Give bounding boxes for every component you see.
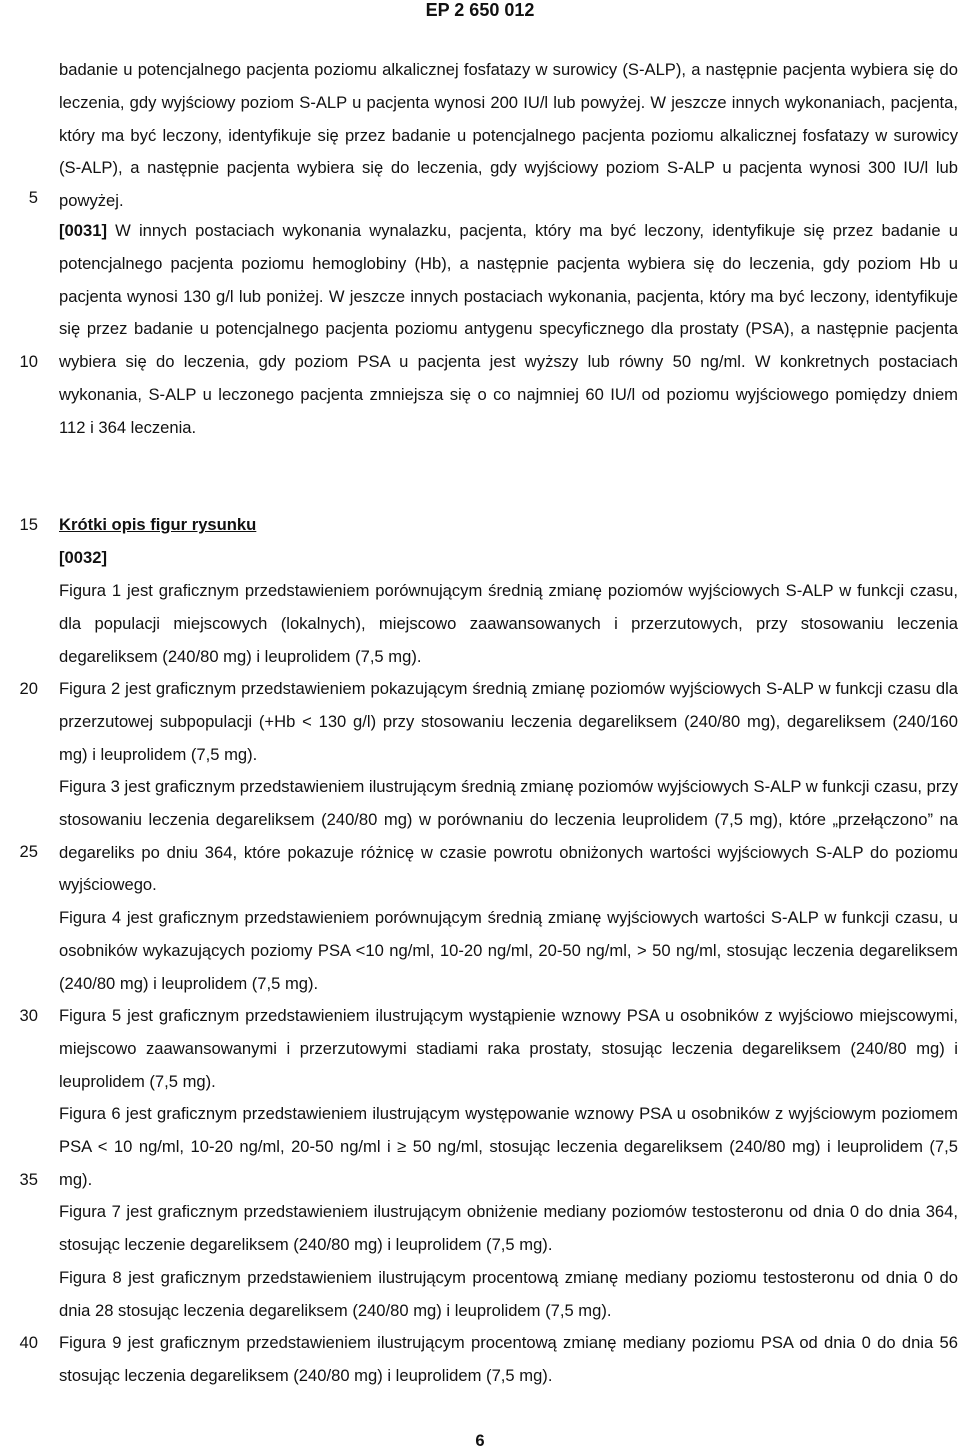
paragraph-number-0032-text: [0032] [59,548,107,567]
figure-1-description: Figura 1 jest graficznym przedstawieniem porównującym średnią zmianę poziomów wyjściowych S-ALP w funkcji czasu, dla populacji miejscowych (lokalnych), miejscowo zaawansowanych i przerzutowych, przy stosowaniu leczenia degareliksem (240/80 mg) i leuprolidem (7,5 mg). [59,581,958,666]
paragraph-0031-text: W innych postaciach wykonania wynalazku, pacjenta, który ma być leczony, identyfikuje się przez badanie u potencjalnego pacjenta poziomu hemoglobiny (Hb), a następnie pacjenta wybiera się do leczenia, gdy poziom Hb u pacjenta wynosi 130 g/l lub poniżej. W jeszcze innych postaciach wykonania, pacjenta, który ma być leczony, identyfikuje się przez badanie u potencjalnego pacjenta poziomu antygenu specyficznego dla prostaty (PSA), a następnie pacjenta wybiera się do leczenia, gdy poziom PSA u pacjenta jest wyższy lub równy 50 ng/ml. W konkretnych postaciach wykonania, S-ALP u leczonego pacjenta zmniejsza się o co najmniej 60 IU/l od poziomu wyjściowego pomiędzy dniem 112 i 364 leczenia. [59,221,958,437]
section-heading-text: Krótki opis figur rysunku [59,515,257,534]
paragraph-number-0031: [0031] [59,221,107,240]
section-heading [59,509,958,542]
paragraph-0031 [59,215,958,445]
line-number-5: 5 [28,188,38,207]
line-number-25: 25 [19,842,38,861]
figure-4-description: Figura 4 jest graficznym przedstawieniem porównującym średnią zmianę wyjściowych wartości S-ALP w funkcji czasu, u osobników wykazujących poziomy PSA <10 ng/ml, 10-20 ng/ml, 20-50 ng/ml, > 50 ng/ml, stosując leczenia degareliksem (240/80 mg) i leuprolidem (7,5 mg). [59,908,958,993]
line-number-20: 20 [19,679,38,698]
document-number-header: EP 2 650 012 [425,0,535,20]
line-number-35: 35 [19,1170,38,1189]
figure-8-description: Figura 8 jest graficznym przedstawieniem ilustrującym procentową zmianę mediany poziomu testosteronu od dnia 0 do dnia 28 stosując leczenia degareliksem (240/80 mg) i leuprolidem (7,5 mg). [59,1268,958,1320]
line-number-30: 30 [19,1006,38,1025]
figure-5-description: Figura 5 jest graficznym przedstawieniem ilustrującym wystąpienie wznowy PSA u osobników z wyjściowo miejscowymi, miejscowo zaawansowanymi i przerzutowymi stadiami raka prostaty, stosując leczenia degareliksem (240/80 mg) i leuprolidem (7,5 mg). [59,1006,958,1091]
page-number: 6 [475,1431,485,1450]
paragraph-0030-continuation: badanie u potencjalnego pacjenta poziomu alkalicznej fosfatazy w surowicy (S-ALP), a następnie pacjenta wybiera się do leczenia, gdy wyjściowy poziom S-ALP u pacjenta wynosi 200 IU/l lub powyżej. W jeszcze innych wykonaniach, pacjenta, który ma być leczony, identyfikuje się przez badanie u potencjalnego pacjenta poziomu alkalicznej fosfatazy w surowicy (S-ALP), a następnie pacjenta wybiera się do leczenia, gdy wyjściowy poziom S-ALP u pacjenta wynosi 300 IU/l lub powyżej. [59,60,958,211]
paragraph-number-0032 [59,542,958,575]
figure-6-description: Figura 6 jest graficznym przedstawieniem ilustrującym występowanie wznowy PSA u osobników z wyjściowym poziomem PSA < 10 ng/ml, 10-20 ng/ml, 20-50 ng/ml i ≥ 50 ng/ml, stosując leczenia degareliksem (240/80 mg) i leuprolidem (7,5 mg). [59,1104,958,1189]
line-number-40: 40 [19,1333,38,1352]
line-number-15: 15 [19,515,38,534]
figure-2-description: Figura 2 jest graficznym przedstawieniem pokazującym średnią zmianę poziomów wyjściowych S-ALP w funkcji czasu dla przerzutowej subpopulacji (+Hb < 130 g/l) przy stosowaniu leczenia degareliksem (240/80 mg), degareliksem (240/160 mg) i leuprolidem (7,5 mg). [59,679,958,764]
figure-3-description: Figura 3 jest graficznym przedstawieniem ilustrującym średnią zmianę poziomów wyjściowych S-ALP w funkcji czasu, przy stosowaniu leczenia degareliksem (240/80 mg) w porównaniu do leczenia leuprolidem (7,5 mg), które „przełączono” na degareliks po dniu 364, które pokazuje różnicę w czasie powrotu obniżonych wartości wyjściowych S-ALP do poziomu wyjściowego. [59,777,958,895]
figure-7-description: Figura 7 jest graficznym przedstawieniem ilustrującym obniżenie mediany poziomów testosteronu od dnia 0 do dnia 364, stosując leczenie degareliksem (240/80 mg) i leuprolidem (7,5 mg). [59,1202,958,1254]
figure-9-description: Figura 9 jest graficznym przedstawieniem ilustrującym procentową zmianę mediany poziomu PSA od dnia 0 do dnia 56 stosując leczenia degareliksem (240/80 mg) i leuprolidem (7,5 mg). [59,1333,958,1385]
line-number-10: 10 [19,352,38,371]
